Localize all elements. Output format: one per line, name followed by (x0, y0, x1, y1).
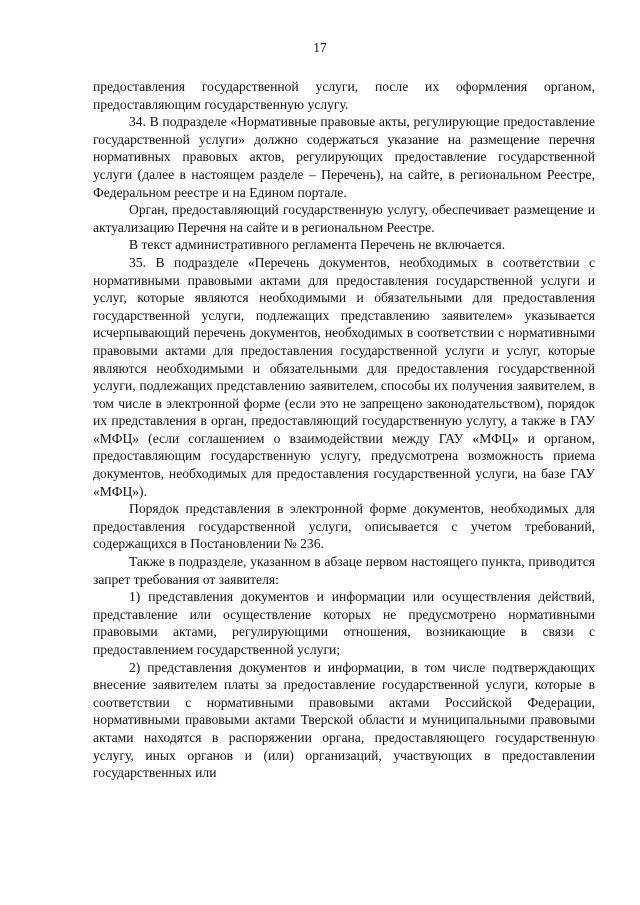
paragraph: Также в подразделе, указанном в абзаце первом настоящего пункта, приводится запрет требования от заявителя: (93, 554, 595, 587)
paragraph: 1) представления документов и информации или осуществления действий, представление или осуществление которых не предусмотрено нормативными правовыми актами, регулирующими отношения, возникающие в связи с предоставлением государственной услуги; (93, 589, 595, 657)
paragraph: 35. В подразделе «Перечень документов, необходимых в соответствии с нормативными правовыми актами для предоставления государственной услуги и услуг, которые являются необходимыми и обязательными для предоставления государственной услуги, подлежащих представлению заявителем» указывается исчерпывающий перечень документов, необходимых в соответствии с нормативными правовыми актами для предоставления государственной услуги и услуг, которые являются необходимыми и обязательными для предоставления государственной услуги, подлежащих представлению заявителем, способы их получения заявителем, в том числе в электронной форме (если это не запрещено законодательством), порядок их представления в орган, предоставляющий государственную услугу, а также в ГАУ «МФЦ» (если соглашением о взаимодействии между ГАУ «МФЦ» и органом, предоставляющим государственную услугу, предусмотрена возможность приема документов, необходимых для предоставления государственной услуги, на базе ГАУ «МФЦ»). (93, 254, 595, 499)
paragraph: 2) представления документов и информации, в том числе подтверждающих внесение заявителем платы за предоставление государственной услуги, которые в соответствии с нормативными правовыми актами Российской Федерации, нормативными правовыми актами Тверской области и муниципальными правовыми актами находятся в распоряжении органа, предоставляющего государственную услугу, иных органов и (или) организаций, участвующих в предоставлении государственных или (93, 659, 595, 781)
paragraph: Порядок представления в электронной форме документов, необходимых для предоставления государственной услуги, описывается с учетом требований, содержащихся в Постановлении № 236. (93, 501, 595, 552)
paragraph: Орган, предоставляющий государственную услугу, обеспечивает размещение и актуализацию Перечня на сайте и в региональном Реестре. (93, 202, 595, 235)
paragraph: В текст административного регламента Перечень не включается. (129, 237, 506, 253)
paragraph: 34. В подразделе «Нормативные правовые акты, регулирующие предоставление государственной услуги» должно содержаться указание на размещение перечня нормативных правовых актов, регулирующих предоставление государственной услуги (далее в настоящем разделе – Перечень), на сайте, в региональном Реестре, Федеральном реестре и на Едином портале. (93, 114, 595, 200)
paragraph: предоставления государственной услуги, после их оформления органом, предоставляющим государственную услугу. (93, 79, 595, 112)
page-number: 17 (313, 40, 327, 55)
document-body (93, 78, 595, 782)
